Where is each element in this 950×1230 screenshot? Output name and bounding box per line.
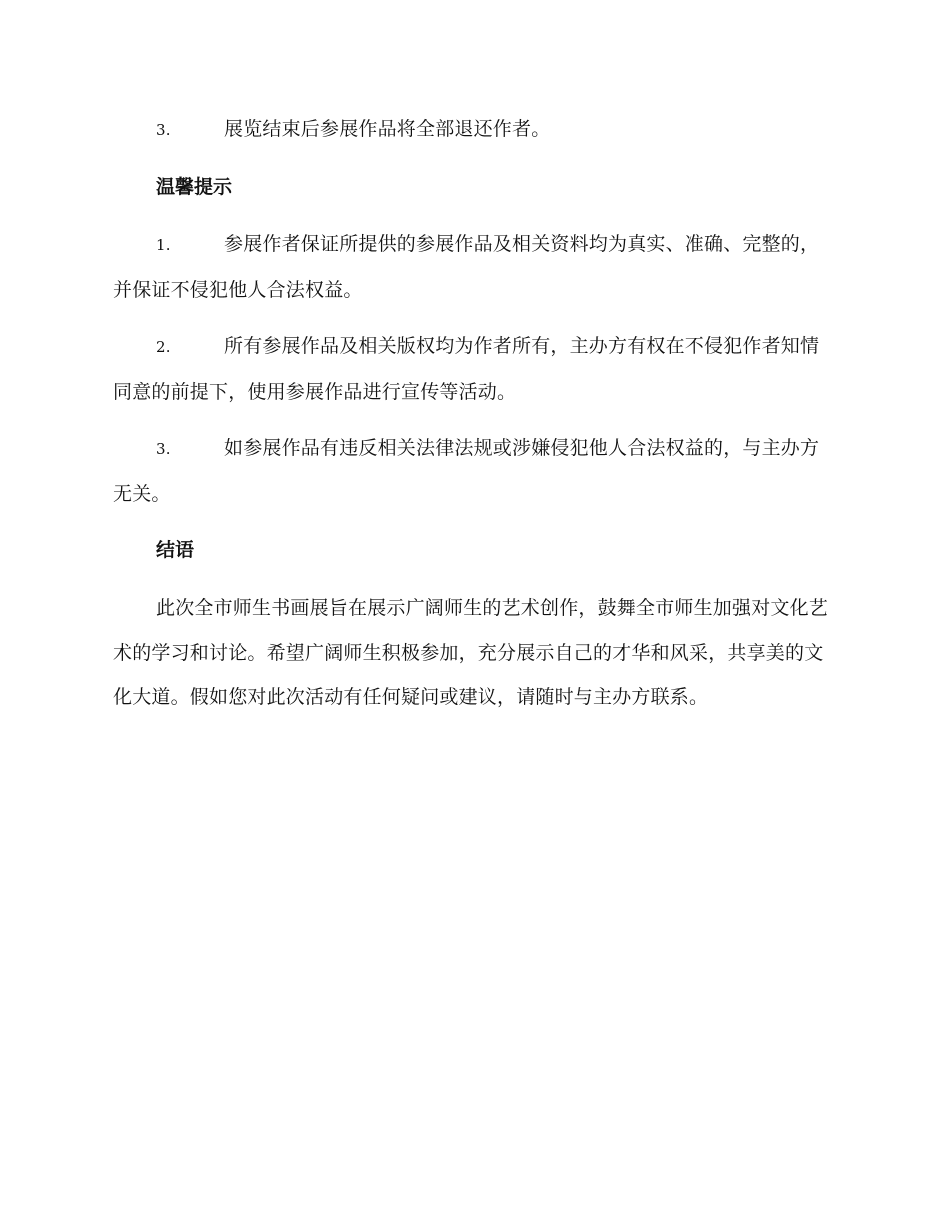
list-item-tip-3 [113, 426, 835, 516]
list-item-tip-1 [113, 222, 835, 312]
section-heading-conclusion: 结语 [156, 539, 195, 561]
list-number: 1. [156, 236, 171, 254]
list-item-tip-2 [113, 324, 835, 414]
list-item-text: 所有参展作品及相关版权均为作者所有，主办方有权在不侵犯作者知情同意的前提下，使用参展作品进行宣传等活动。 [113, 335, 820, 403]
conclusion-paragraph: 此次全市师生书画展旨在展示广阔师生的艺术创作，鼓舞全市师生加强对文化艺术的学习和讨论。希望广阔师生积极参加，充分展示自己的才华和风采，共享美的文化大道。假如您对此次活动有任何疑问或建议，请随时与主办方联系。 [113, 597, 829, 708]
list-number: 3. [156, 121, 171, 139]
section-heading-tips: 温馨提示 [156, 176, 233, 198]
list-item-text: 如参展作品有违反相关法律法规或涉嫌侵犯他人合法权益的，与主办方无关。 [113, 437, 820, 505]
list-item-exhibition-return [113, 107, 835, 153]
list-number: 2. [156, 338, 171, 356]
list-number: 3. [156, 440, 171, 458]
list-item-text: 展览结束后参展作品将全部退还作者。 [224, 118, 551, 140]
list-item-text: 参展作者保证所提供的参展作品及相关资料均为真实、准确、完整的，并保证不侵犯他人合法权益。 [113, 233, 820, 301]
